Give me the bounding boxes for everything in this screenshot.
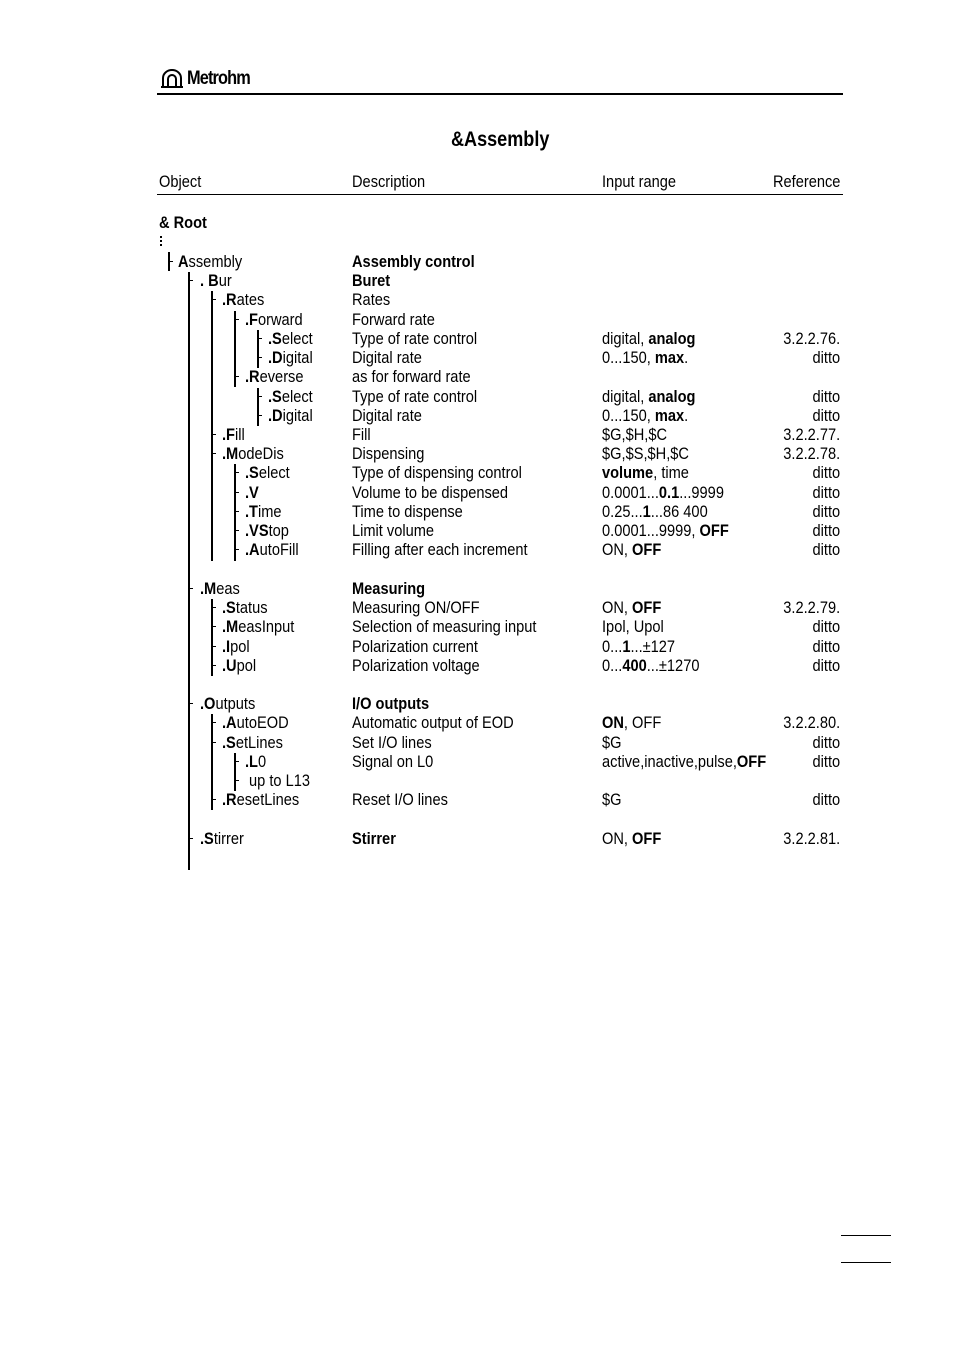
reference: 3.2.2.78.	[783, 444, 840, 463]
reference: ditto	[812, 406, 840, 425]
input-range: 0.0001...9999, OFF	[602, 521, 729, 540]
description: Type of rate control	[352, 387, 478, 406]
reference: ditto	[812, 790, 840, 809]
table-row	[0, 790, 954, 809]
table-row	[0, 637, 954, 656]
object-name: .Status	[222, 598, 268, 617]
table-row	[0, 329, 954, 348]
description: Measuring	[352, 579, 426, 598]
table-row	[0, 348, 954, 367]
description: Selection of measuring input	[352, 617, 537, 636]
table-row	[0, 771, 954, 790]
reference: ditto	[812, 521, 840, 540]
description: Measuring ON/OFF	[352, 598, 480, 617]
input-range: $G,$S,$H,$C	[602, 444, 689, 463]
table-row	[0, 713, 954, 732]
description: Stirrer	[352, 829, 396, 848]
table-row	[0, 598, 954, 617]
page-corner-rule-top	[841, 1235, 891, 1236]
object-name: .Reverse	[245, 367, 304, 386]
description: as for forward rate	[352, 367, 471, 386]
metrohm-logo-icon	[160, 67, 184, 91]
object-name: .Select	[245, 463, 290, 482]
input-range: ON, OFF	[602, 598, 662, 617]
object-name: .Forward	[245, 310, 303, 329]
table-row	[0, 579, 954, 598]
input-range: 0...400...±1270	[602, 656, 700, 675]
description: Polarization current	[352, 637, 478, 656]
reference: ditto	[812, 656, 840, 675]
input-range: active,inactive,pulse,OFF	[602, 752, 767, 771]
column-header-object: Object	[159, 172, 202, 191]
description: Filling after each increment	[352, 540, 528, 559]
object-name: .L0	[245, 752, 267, 771]
description: Signal on L0	[352, 752, 434, 771]
object-name: up to L13	[249, 771, 310, 790]
page-corner-rule-bottom	[841, 1262, 891, 1263]
page-title: &Assembly	[450, 128, 550, 151]
header-rule	[157, 93, 843, 95]
reference: ditto	[812, 752, 840, 771]
input-range: $G,$H,$C	[602, 425, 668, 444]
description: Buret	[352, 271, 391, 290]
object-name: .Digital	[268, 348, 313, 367]
description: Limit volume	[352, 521, 435, 540]
description: I/O outputs	[352, 694, 430, 713]
table-row	[0, 829, 954, 848]
description: Forward rate	[352, 310, 435, 329]
object-name: .ModeDis	[222, 444, 284, 463]
description: Set I/O lines	[352, 733, 432, 752]
input-range: volume, time	[602, 463, 689, 482]
table-row	[0, 290, 954, 309]
object-name: .Upol	[222, 656, 257, 675]
description: Volume to be dispensed	[352, 483, 509, 502]
description: Time to dispense	[352, 502, 463, 521]
table-row	[0, 694, 954, 713]
brand-name: Metrohm	[187, 68, 250, 89]
root-label: & Root	[159, 213, 207, 232]
table-row	[0, 752, 954, 771]
table-row	[0, 540, 954, 559]
input-range: $G	[602, 733, 622, 752]
description: Automatic output of EOD	[352, 713, 514, 732]
object-name: .MeasInput	[222, 617, 295, 636]
table-row	[0, 656, 954, 675]
table-row	[0, 425, 954, 444]
object-name: .VStop	[245, 521, 289, 540]
input-range: $G	[602, 790, 622, 809]
reference: ditto	[812, 483, 840, 502]
column-header-description: Description	[352, 172, 426, 191]
object-name: .Time	[245, 502, 282, 521]
table-header-rule	[157, 194, 843, 195]
table-row	[0, 617, 954, 636]
object-name: .Digital	[268, 406, 313, 425]
reference: 3.2.2.79.	[783, 598, 840, 617]
object-name: .Stirrer	[200, 829, 244, 848]
input-range: ON, OFF	[602, 713, 662, 732]
table-row	[0, 521, 954, 540]
object-name: . Bur	[200, 271, 232, 290]
object-name: .Select	[268, 329, 313, 348]
description: Type of rate control	[352, 329, 478, 348]
input-range: ON, OFF	[602, 540, 662, 559]
object-name: Assembly	[178, 252, 243, 271]
reference: ditto	[812, 502, 840, 521]
description: Dispensing	[352, 444, 425, 463]
ellipsis-dots	[160, 236, 164, 246]
description: Reset I/O lines	[352, 790, 448, 809]
reference: 3.2.2.80.	[783, 713, 840, 732]
reference: ditto	[812, 637, 840, 656]
table-row	[0, 463, 954, 482]
reference: ditto	[812, 348, 840, 367]
object-name: .Fill	[222, 425, 245, 444]
description: Type of dispensing control	[352, 463, 522, 482]
input-range: 0.25...1...86 400	[602, 502, 708, 521]
input-range: 0...1...±127	[602, 637, 676, 656]
input-range: digital, analog	[602, 329, 696, 348]
object-name: .Rates	[222, 290, 265, 309]
object-name: .Meas	[200, 579, 240, 598]
reference: 3.2.2.76.	[783, 329, 840, 348]
object-name: .SetLines	[222, 733, 283, 752]
input-range: 0...150, max.	[602, 348, 689, 367]
object-name: .Ipol	[222, 637, 250, 656]
description: Polarization voltage	[352, 656, 480, 675]
table-row	[0, 444, 954, 463]
table-row	[0, 252, 954, 271]
description: Rates	[352, 290, 391, 309]
table-row	[0, 271, 954, 290]
input-range: 0...150, max.	[602, 406, 689, 425]
description: Fill	[352, 425, 371, 444]
input-range: digital, analog	[602, 387, 696, 406]
description: Digital rate	[352, 406, 422, 425]
description: Assembly control	[352, 252, 475, 271]
column-header-reference: Reference	[772, 172, 840, 191]
object-name: .AutoEOD	[222, 713, 289, 732]
reference: ditto	[812, 387, 840, 406]
object-name: .Select	[268, 387, 313, 406]
input-range: ON, OFF	[602, 829, 662, 848]
object-name: .AutoFill	[245, 540, 299, 559]
reference: ditto	[812, 733, 840, 752]
table-row	[0, 387, 954, 406]
table-row	[0, 483, 954, 502]
table-row	[0, 406, 954, 425]
input-range: Ipol, Upol	[602, 617, 664, 636]
reference: ditto	[812, 463, 840, 482]
column-header-input-range: Input range	[602, 172, 676, 191]
table-row	[0, 502, 954, 521]
table-row	[0, 733, 954, 752]
input-range: 0.0001...0.1...9999	[602, 483, 724, 502]
object-name: .V	[245, 483, 259, 502]
table-row	[0, 367, 954, 386]
reference: 3.2.2.77.	[783, 425, 840, 444]
reference: ditto	[812, 540, 840, 559]
description: Digital rate	[352, 348, 422, 367]
object-name: .ResetLines	[222, 790, 300, 809]
object-name: .Outputs	[200, 694, 256, 713]
reference: 3.2.2.81.	[783, 829, 840, 848]
reference: ditto	[812, 617, 840, 636]
table-row	[0, 310, 954, 329]
